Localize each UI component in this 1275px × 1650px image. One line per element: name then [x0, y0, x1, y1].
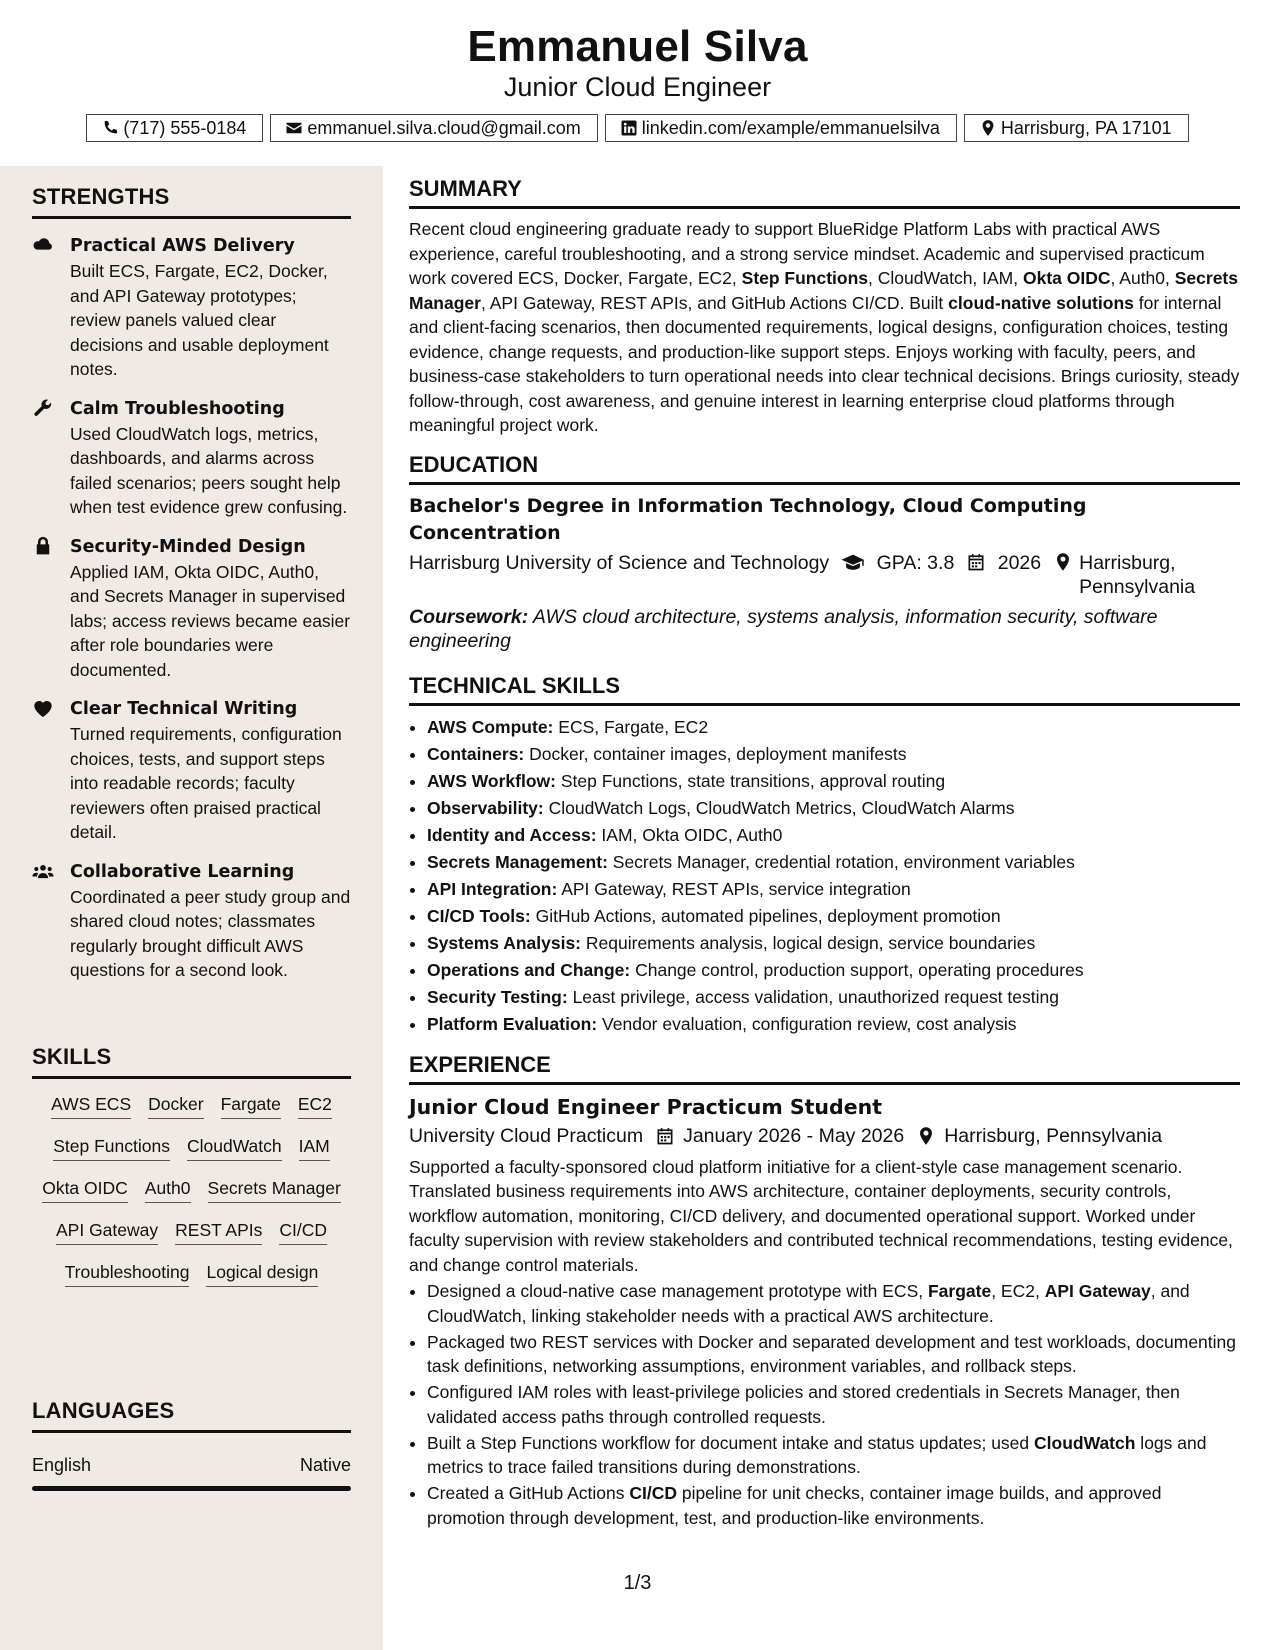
page-indicator: 1/3 [623, 1572, 652, 1594]
technical-skill-label: API Integration: [427, 878, 558, 899]
technical-skill-value: Step Functions, state transitions, approval routing [560, 770, 946, 791]
graduation-cap-icon [841, 552, 865, 572]
text-run: , EC2, [991, 1281, 1045, 1301]
contact-location-text: Harrisburg, PA 17101 [1000, 117, 1172, 138]
strength-title: Practical AWS Delivery [70, 236, 295, 256]
map-pin-icon [979, 119, 997, 137]
calendar-icon [966, 552, 986, 572]
technical-skill-label: AWS Compute: [427, 716, 554, 737]
job-dates: January 2026 - May 2026 [683, 1124, 905, 1147]
technical-skill-value: IAM, Okta OIDC, Auth0 [601, 824, 783, 845]
strengths-title: STRENGTHS [32, 184, 351, 219]
technical-skill-value: Requirements analysis, logical design, service boundaries [585, 932, 1036, 953]
skill-tag: Secrets Manager [208, 1177, 341, 1203]
candidate-role: Junior Cloud Engineer [503, 72, 772, 102]
skill-tag: Okta OIDC [42, 1177, 128, 1203]
degree-title: Bachelor's Degree in Information Technology, Cloud Computing Concentration [409, 494, 1087, 544]
contact-bar [0, 114, 1275, 142]
bold-text: Secrets Manager [409, 268, 1238, 313]
language-name: English [32, 1455, 92, 1475]
technical-skill-item [427, 714, 1240, 741]
skills-title: SKILLS [32, 1044, 351, 1079]
text-run: Built a Step Functions workflow for document intake and status updates; used [427, 1432, 1035, 1453]
lock-icon [32, 536, 54, 556]
job-title: Junior Cloud Engineer Practicum Student [409, 1094, 883, 1119]
summary-section [409, 176, 1240, 438]
strength-title: Clear Technical Writing [70, 699, 298, 719]
education-details [409, 551, 1240, 599]
skill-tag: Troubleshooting [65, 1261, 190, 1287]
contact-email-text: emmanuel.silva.cloud@gmail.com [307, 117, 581, 138]
job-bullet [427, 1380, 1240, 1429]
wrench-icon [32, 398, 54, 418]
job-organization: University Cloud Practicum [409, 1124, 644, 1147]
bold-text: Okta OIDC [1023, 268, 1111, 288]
text-run: , and CloudWatch, linking stakeholder needs with a practical AWS architecture. [427, 1281, 1190, 1326]
technical-skill-value: GitHub Actions, automated pipelines, deployment promotion [535, 905, 1001, 926]
school-name: Harrisburg University of Science and Technology [409, 551, 830, 574]
strength-description: Used CloudWatch logs, metrics, dashboards, and alarms across failed scenarios; peers sought help when test evidence grew confusing. [70, 423, 348, 517]
technical-skill-value: CloudWatch Logs, CloudWatch Metrics, CloudWatch Alarms [548, 797, 1015, 818]
technical-skill-item [427, 822, 1240, 849]
envelope-icon [285, 119, 303, 137]
technical-skill-label: Secrets Management: [427, 851, 608, 872]
summary-title: SUMMARY [409, 176, 1240, 209]
coursework-list: AWS cloud architecture, systems analysis, information security, software engineering [409, 605, 1158, 652]
strength-item [32, 696, 351, 845]
cloud-icon [32, 235, 54, 255]
education-gpa: GPA: 3.8 [876, 551, 955, 574]
technical-skill-value: Least privilege, access validation, unauthorized request testing [572, 986, 1059, 1007]
strengths-section [32, 184, 351, 983]
strength-item [32, 233, 351, 382]
technical-skill-label: AWS Workflow: [427, 770, 556, 791]
skill-tag: REST APIs [175, 1219, 262, 1245]
contact-phone[interactable] [86, 114, 263, 142]
job-location: Harrisburg, Pennsylvania [944, 1124, 1163, 1147]
job-bullet [427, 1279, 1240, 1328]
technical-skill-value: Secrets Manager, credential rotation, environment variables [612, 851, 1075, 872]
job-description: Supported a faculty-sponsored cloud platform initiative for a client-style case management scenario. Translated business requirements into AWS architecture, container deployments, security controls, workflow automation, monitoring, CI/CD delivery, and documented operational support. Worked under faculty supervision with review stakeholders and contributed technical recommendations, testing evidence, and change control materials. [409, 1156, 1233, 1275]
technical-skills-list [409, 714, 1240, 1038]
technical-skill-item [427, 930, 1240, 957]
summary-text [409, 217, 1240, 438]
education-year: 2026 [997, 551, 1042, 574]
technical-skill-item [427, 957, 1240, 984]
bold-text: Fargate [927, 1281, 992, 1301]
calendar-icon [655, 1126, 675, 1146]
technical-skills-section [409, 673, 1240, 1038]
contact-phone-text: (717) 555-0184 [123, 117, 247, 138]
contact-linkedin-text: linkedin.com/example/emmanuelsilva [641, 117, 940, 138]
technical-skill-label: Identity and Access: [427, 824, 597, 845]
strength-description: Coordinated a peer study group and shared cloud notes; classmates regularly brought difficult AWS questions for a second look. [70, 886, 351, 980]
technical-skill-item [427, 876, 1240, 903]
text-run: logs and metrics to trace failed transitions during demonstrations. [427, 1432, 1207, 1477]
skill-tag: CloudWatch [187, 1135, 282, 1161]
users-icon [32, 861, 54, 881]
languages-section [32, 1398, 351, 1491]
technical-skill-label: Security Testing: [427, 986, 568, 1007]
bold-text: API Gateway [1044, 1281, 1151, 1301]
candidate-name: Emmanuel Silva [467, 22, 808, 71]
job-bullets [409, 1279, 1240, 1530]
contact-location[interactable] [964, 114, 1189, 142]
job-bullet [427, 1431, 1240, 1480]
phone-icon [101, 119, 119, 137]
bold-text: Step Functions [741, 268, 869, 288]
strength-title: Collaborative Learning [70, 861, 295, 882]
technical-skill-label: Containers: [427, 743, 525, 764]
coursework-label: Coursework: [409, 605, 529, 628]
experience-title: EXPERIENCE [409, 1052, 1240, 1085]
main-content [409, 176, 1240, 1544]
job-meta [409, 1121, 1240, 1151]
text-run: , API Gateway, REST APIs, and GitHub Actions CI/CD. Built [480, 292, 949, 313]
map-pin-icon [916, 1126, 936, 1146]
languages-title: LANGUAGES [32, 1398, 351, 1433]
heart-icon [32, 698, 54, 718]
strength-item [32, 396, 351, 520]
contact-email[interactable] [270, 114, 597, 142]
skill-tag: API Gateway [56, 1219, 158, 1245]
bold-text: CI/CD [629, 1483, 677, 1503]
technical-skill-label: Platform Evaluation: [427, 1013, 598, 1034]
technical-skill-item [427, 741, 1240, 768]
technical-skill-label: CI/CD Tools: [427, 905, 531, 926]
language-level: Native [299, 1455, 351, 1475]
language-row [32, 1455, 351, 1476]
skill-tag: AWS ECS [51, 1093, 131, 1119]
skill-tag: Logical design [206, 1261, 318, 1287]
skill-tag: Auth0 [145, 1177, 191, 1203]
strength-description: Built ECS, Fargate, EC2, Docker, and API Gateway prototypes; review panels valued clear decisions and usable deployment notes. [70, 261, 329, 379]
text-run: Created a GitHub Actions [427, 1483, 630, 1503]
strength-description: Turned requirements, configuration choices, tests, and support steps into readable records; faculty reviewers often praised practical detail. [70, 724, 342, 842]
job-bullet [427, 1330, 1240, 1379]
strength-item [32, 534, 351, 683]
technical-skill-label: Operations and Change: [427, 959, 631, 980]
strength-description: Applied IAM, Okta OIDC, Auth0, and Secrets Manager in supervised labs; access reviews became easier after role boundaries were documented. [70, 561, 351, 680]
text-run: , Auth0, [1110, 268, 1175, 288]
technical-skill-value: Change control, production support, operating procedures [635, 959, 1084, 980]
skill-tag: Docker [148, 1093, 203, 1119]
skill-tag: Fargate [221, 1093, 281, 1119]
text-run: , CloudWatch, IAM, [868, 268, 1023, 288]
strength-item [32, 859, 351, 983]
experience-section [409, 1052, 1240, 1531]
technical-skill-item [427, 903, 1240, 930]
technical-skill-label: Systems Analysis: [427, 932, 582, 953]
skills-section [32, 1044, 351, 1287]
linkedin-icon [620, 119, 638, 137]
technical-skill-value: ECS, Fargate, EC2 [558, 716, 709, 737]
bold-text: cloud-native solutions [948, 292, 1134, 313]
technical-skill-item [427, 768, 1240, 795]
sidebar [0, 166, 383, 1650]
technical-skill-value: API Gateway, REST APIs, service integration [561, 878, 911, 899]
technical-skill-value: Docker, container images, deployment manifests [529, 743, 907, 764]
text-run: Recent cloud engineering graduate ready to support BlueRidge Platform Labs with practical AWS experience, careful troubleshooting, and a strong service mindset. Academic and supervised practicum work covered ECS, Docker, Fargate, EC2, [409, 219, 1205, 288]
bold-text: CloudWatch [1034, 1432, 1136, 1453]
text-run: pipeline for unit checks, container image builds, and approved promotion through development, test, and production-like environments. [427, 1483, 1162, 1528]
technical-skill-item [427, 1011, 1240, 1038]
skill-tag: IAM [299, 1135, 330, 1161]
text-run: Designed a cloud-native case management prototype with ECS, [427, 1281, 928, 1301]
job-bullet [427, 1481, 1240, 1530]
technical-skill-value: Vendor evaluation, configuration review, cost analysis [602, 1013, 1017, 1034]
strength-title: Security-Minded Design [70, 536, 306, 557]
technical-skill-item [427, 849, 1240, 876]
education-title: EDUCATION [409, 452, 1240, 485]
technical-skill-item [427, 795, 1240, 822]
technical-skill-item [427, 984, 1240, 1011]
skill-tag: CI/CD [279, 1219, 327, 1245]
language-proficiency-bar [32, 1486, 351, 1491]
skill-tag: Step Functions [53, 1135, 170, 1161]
skills-tag-list [32, 1093, 351, 1287]
technical-skills-title: TECHNICAL SKILLS [409, 673, 1240, 706]
map-pin-icon [1053, 552, 1073, 572]
skill-tag: EC2 [298, 1093, 332, 1119]
technical-skill-label: Observability: [427, 797, 544, 818]
text-run: for internal and client-facing scenarios, then documented requirements, logical designs, configuration choices, testing evidence, change requests, and production-like support steps. Enjoys working with faculty, peers, and business-case stakeholders to turn operational needs into clear technical decisions. Brings curiosity, steady follow-through, cost awareness, and genuine interest in learning enterprise cloud platforms through meaningful project work. [409, 292, 1240, 435]
coursework [409, 605, 1240, 653]
education-section [409, 452, 1240, 653]
strength-title: Calm Troubleshooting [70, 398, 285, 419]
text-run: Packaged two REST services with Docker and separated development and test workloads, documenting task definitions, networking assumptions, environment variables, and rollback steps. [427, 1331, 1236, 1376]
contact-linkedin[interactable] [605, 114, 957, 142]
text-run: Configured IAM roles with least-privilege policies and stored credentials in Secrets Manager, then validated access paths through controlled requests. [427, 1382, 1180, 1427]
education-location: Harrisburg, Pennsylvania [1079, 551, 1196, 598]
